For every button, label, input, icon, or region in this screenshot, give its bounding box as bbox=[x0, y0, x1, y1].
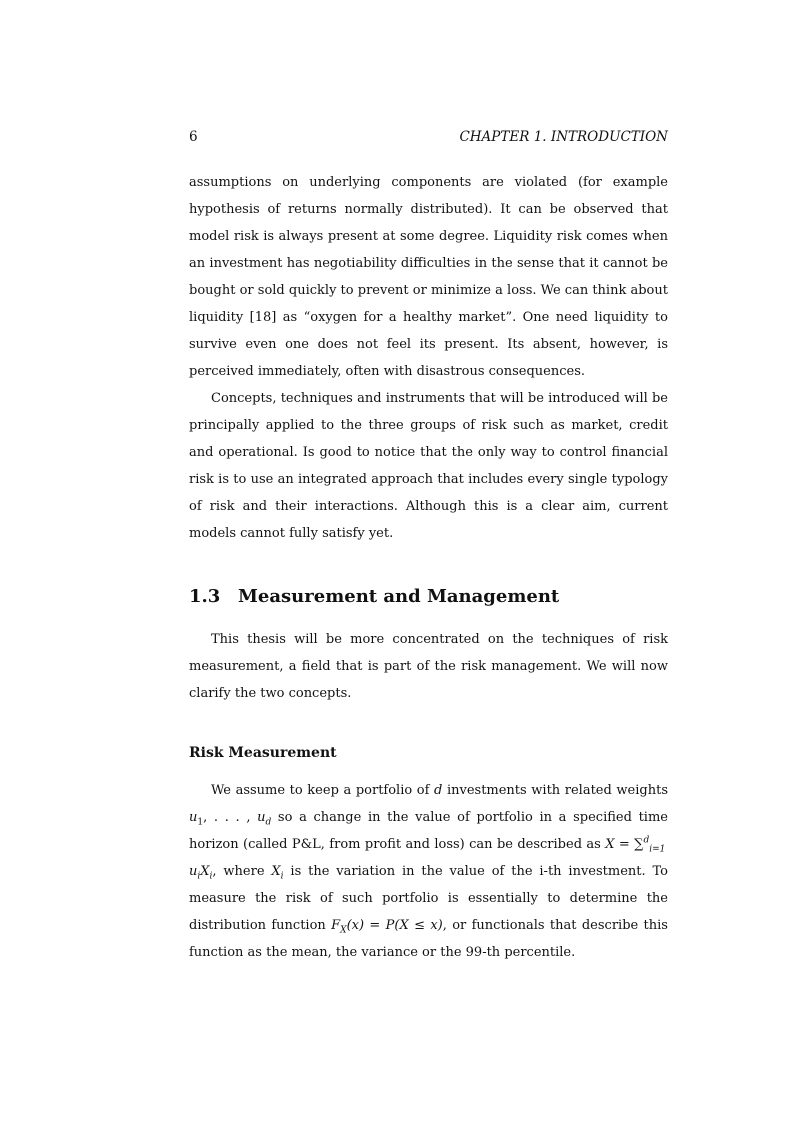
subsection-heading: Risk Measurement bbox=[189, 745, 337, 761]
math-subscript: i=1 bbox=[649, 844, 666, 855]
math-var: d bbox=[434, 783, 443, 798]
section-number: 1.3 bbox=[189, 586, 221, 607]
body-paragraph: assumptions on underlying components are violated (for example hypothesis of returns normally distributed). It can be observed that model risk is always present at some degree. Liquidity risk comes when an investment has negotiability difficulties in the sense that it cannot be bought or sold quickly to prevent or minimize a loss. We can think about liquidity [18] as “oxygen for a healthy market”. One need liquidity to survive even one does not feel its present. Its absent, however, is perceived immediately, often with disastrous consequences. bbox=[189, 175, 668, 379]
math-var: X bbox=[605, 837, 615, 852]
math-var: u bbox=[257, 810, 266, 825]
math-var: X bbox=[271, 864, 281, 879]
math-subscript: i bbox=[280, 871, 284, 882]
math-superscript: d bbox=[643, 835, 650, 846]
text-run: , where bbox=[212, 864, 272, 879]
math-subscript: i bbox=[209, 871, 213, 882]
math-var: F bbox=[331, 918, 341, 933]
chapter-title: CHAPTER 1. INTRODUCTION bbox=[459, 129, 668, 145]
math-sum: ∑ bbox=[634, 837, 644, 852]
body-paragraph: This thesis will be more concentrated on the techniques of risk measurement, a field that is part of the risk management. We will now clarify the two concepts. bbox=[189, 632, 668, 701]
body-paragraph: Concepts, techniques and instruments that will be introduced will be principally applied to the three groups of risk such as market, credit and operational. Is good to notice that the only way to control financial risk is to use an integrated approach that includes every single typology of risk and their interactions. Although this is a clear aim, current models cannot fully satisfy yet. bbox=[189, 391, 668, 541]
body-paragraph bbox=[189, 777, 668, 966]
page-number: 6 bbox=[189, 129, 198, 145]
text-run: , or functionals that describe this function as the mean, the variance or the 99-th percentile. bbox=[189, 918, 668, 960]
math-var: u bbox=[189, 864, 198, 879]
running-head bbox=[189, 128, 668, 146]
math-operator: = bbox=[614, 837, 635, 852]
math-subscript: X bbox=[340, 925, 347, 936]
text-run: We assume to keep a portfolio of bbox=[211, 783, 435, 798]
page-content bbox=[189, 128, 668, 966]
text-run: investments with related weights bbox=[442, 783, 668, 798]
text-run: so a change in the value of portfolio in a specified time horizon (called P&L, from profit and loss) can be described as bbox=[189, 810, 668, 852]
math-subscript: 1 bbox=[197, 817, 204, 828]
section-title: Measurement and Management bbox=[238, 586, 560, 607]
math-var: X bbox=[200, 864, 210, 879]
section-heading bbox=[189, 585, 668, 609]
math-dots: , . . . , bbox=[203, 810, 258, 825]
math-subscript: d bbox=[265, 817, 272, 828]
math-expression: (x) = P(X ≤ x) bbox=[346, 918, 443, 933]
math-var: u bbox=[189, 810, 198, 825]
text-run: is the variation in the value of the i-th investment. To measure the risk of such portfolio is essentially to determine the distribution function bbox=[189, 864, 668, 933]
math-subscript: i bbox=[197, 871, 201, 882]
